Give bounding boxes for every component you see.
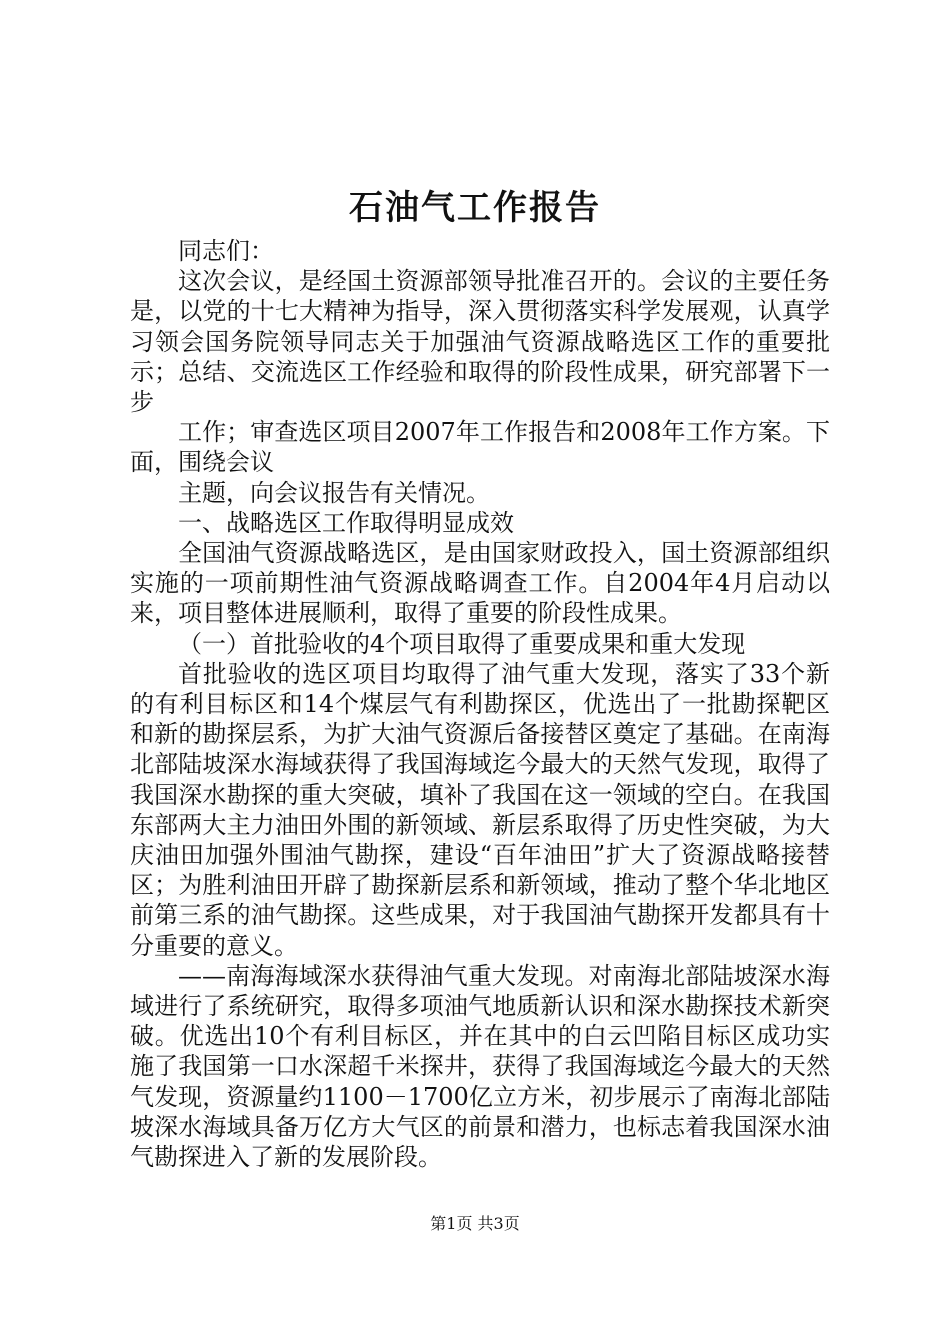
document-body xyxy=(130,236,830,1172)
paragraph: 主题，向会议报告有关情况。 xyxy=(178,478,490,507)
document-title: 石油气工作报告 xyxy=(349,188,601,228)
paragraph: 工作；审查选区项目2007年工作报告和2008年工作方案。下面，围绕会议 xyxy=(130,418,830,477)
paragraph: 这次会议，是经国土资源部领导批准召开的。会议的主要任务是，以党的十七大精神为指导，深入贯彻落实科学发展观，认真学习领会国务院领导同志关于加强油气资源战略选区工作的重要批示；总结、交流选区工作经验和取得的阶段性成果，研究部署下一步 xyxy=(130,267,830,417)
paragraph: 首批验收的选区项目均取得了油气重大发现，落实了33个新的有利目标区和14个煤层气有利勘探区，优选出了一批勘探靶区和新的勘探层系，为扩大油气资源后备接替区奠定了基础。在南海北部陆坡深水海域获得了我国海域迄今最大的天然气发现，取得了我国深水勘探的重大突破，填补了我国在这一领域的空白。在我国东部两大主力油田外围的新领域、新层系取得了历史性突破，为大庆油田加强外围油气勘探，建设“百年油田”扩大了资源战略接替区；为胜利油田开辟了勘探新层系和新领域，推动了整个华北地区前第三系的油气勘探。这些成果，对于我国油气勘探开发都具有十分重要的意义。 xyxy=(130,659,830,960)
paragraph: 全国油气资源战略选区，是由国家财政投入，国土资源部组织实施的一项前期性油气资源战略调查工作。自2004年4月启动以来，项目整体进展顺利，取得了重要的阶段性成果。 xyxy=(130,539,830,628)
paragraph: ——南海海域深水获得油气重大发现。对南海北部陆坡深水海域进行了系统研究，取得多项油气地质新认识和深水勘探技术新突破。优选出10个有利目标区，并在其中的白云凹陷目标区成功实施了我国第一口水深超千米探井，获得了我国海域迄今最大的天然气发现，资源量约1100－1700亿立方米，初步展示了南海北部陆坡深水海域具备万亿方大气区的前景和潜力，也标志着我国深水油气勘探进入了新的发展阶段。 xyxy=(130,961,830,1172)
salutation: 同志们： xyxy=(178,237,274,265)
section-heading: 一、战略选区工作取得明显成效 xyxy=(178,508,514,537)
page-footer: 第1页 共3页 xyxy=(430,1214,520,1233)
subsection-heading: （一）首批验收的4个项目取得了重要成果和重大发现 xyxy=(178,629,746,658)
